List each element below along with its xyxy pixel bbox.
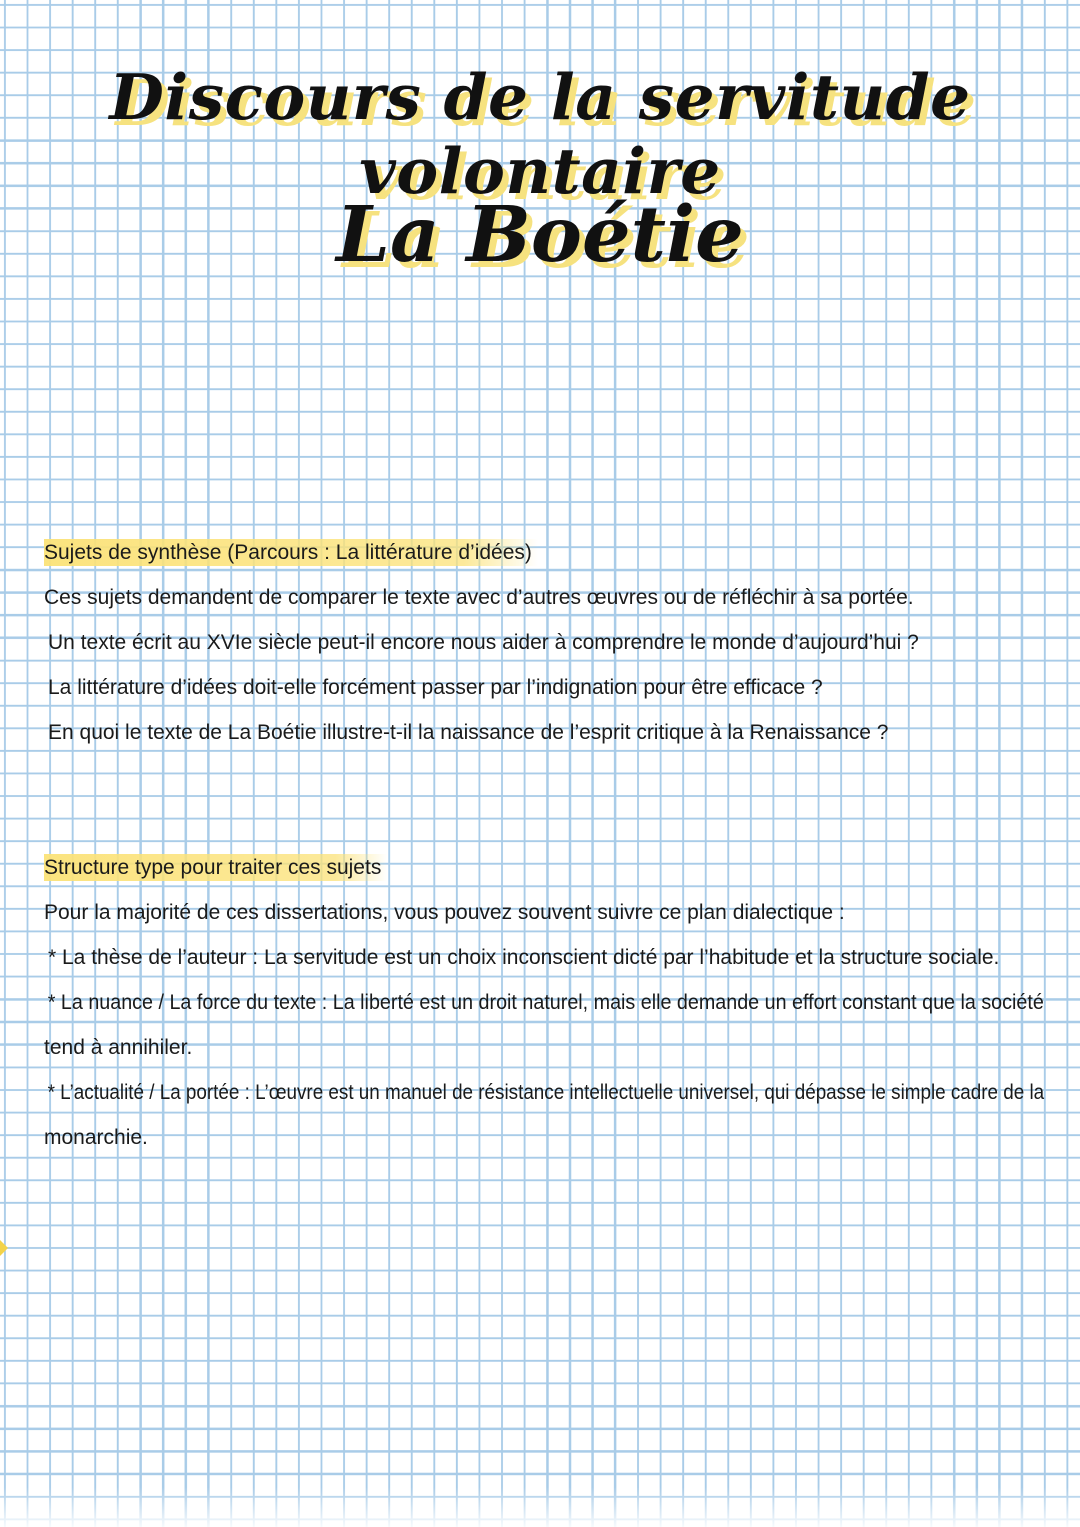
section-intro: Pour la majorité de ces dissertations, vous pouvez souvent suivre ce plan dialectique :: [44, 901, 845, 924]
title: Discours de la servitude volontaire: [109, 60, 971, 208]
plan-line: tend à annihiler.: [44, 1036, 193, 1059]
plan-line: * L’actualité / La portée : L’œuvre est un manuel de résistance intellectuelle universel, qui dépasse le simple cadre de la: [47, 1081, 1045, 1104]
plan-line: * La nuance / La force du texte : La liberté est un droit naturel, mais elle demande un effort constant que la société: [47, 991, 1044, 1014]
question-item: En quoi le texte de La Boétie illustre-t-il la naissance de l’esprit critique à la Renaissance ?: [48, 721, 889, 744]
section-synthesis: [44, 530, 1044, 755]
section-heading-text: Structure type pour traiter ces sujets: [44, 854, 387, 881]
section-structure: [44, 845, 1044, 1160]
section-heading-text: Sujets de synthèse (Parcours : La littérature d’idées): [44, 539, 538, 566]
question-item: La littérature d’idées doit-elle forcément passer par l’indignation pour être efficace ?: [48, 676, 823, 699]
paper-edge: [0, 1487, 1080, 1527]
plan-line: * La thèse de l’auteur : La servitude est un choix inconscient dicté par l’habitude et la structure sociale.: [48, 946, 1000, 969]
margin-star-decoration: [0, 1236, 8, 1260]
author-title: La Boétie: [336, 190, 744, 280]
section-heading: [44, 530, 1044, 575]
section-heading: [44, 845, 1044, 890]
plan-line: monarchie.: [44, 1126, 148, 1149]
question-item: Un texte écrit au XVIe siècle peut-il encore nous aider à comprendre le monde d’aujourd’hui ?: [48, 631, 919, 654]
section-intro: Ces sujets demandent de comparer le texte avec d’autres œuvres ou de réfléchir à sa portée.: [44, 586, 914, 609]
